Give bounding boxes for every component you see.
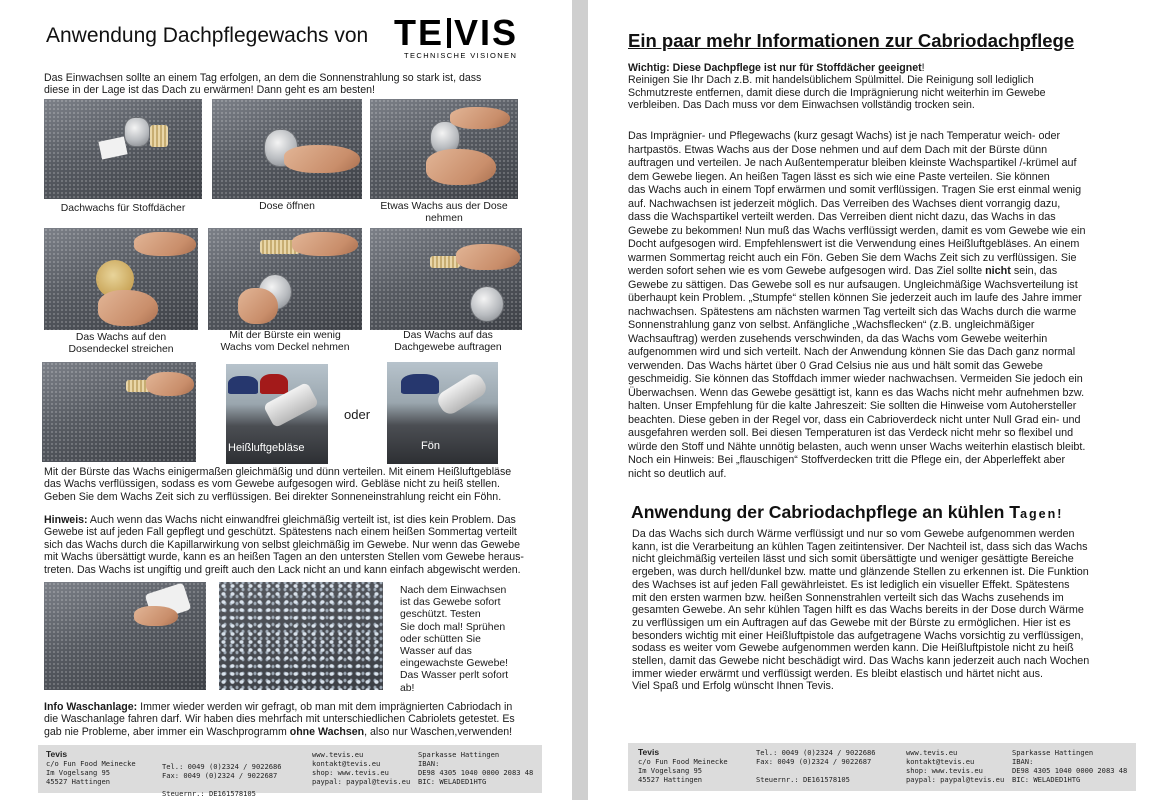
footer-address: Tevis c/o Fun Food Meinecke Im Vogelsang 95 45527 Hattingen	[46, 749, 136, 786]
hand-shape	[238, 288, 278, 324]
photo-hairdryer	[387, 362, 498, 464]
page-gutter	[572, 0, 588, 800]
car-shape	[401, 374, 439, 394]
hand-shape	[98, 290, 158, 326]
label-heat-gun: Heißluftgebläse	[228, 442, 305, 454]
page-title: Anwendung Dachpflegewachs von	[46, 24, 369, 47]
hand-shape	[134, 606, 178, 626]
tevis-logo	[394, 12, 544, 60]
caption-open-tin: Dose öffnen	[259, 201, 315, 212]
footer-left	[38, 745, 542, 798]
logo-wordmark	[394, 12, 544, 53]
wax-paragraph: Das Imprägnier- und Pflegewachs (kurz gesagt Wachs) ist je nach Temperatur weich- oder hartpastös. Etwas Wachs aus der Dose nehmen und auf dem Dach mit der Bürste dünn auftragen und verteilen. Je nach Außentemperatur bleiben kleinste Wachspartikel /-krümel auf dem Gewebe liegen. An heißen Tagen lässt es sich wie eine Paste verteilen. Sie können das Wachs auch in einem Topf erwärmen und somit verflüssigen. Tragen Sie erst einmal wenig auf. Nachwachsen ist jederzeit möglich. Das Verreiben des Wachses dient vorrangig dazu, dass die Wachspartikel verteilt werden. Das Verreiben dient nicht dazu, das Wachs in das Gewebe zu bekommen! Nun muß das Wachs verflüssigt werden, damit es vom Gewebe wie ein Docht aufgesogen wird. Empfehlenswert ist die Verwendung eines Heißluftgebläses. An einem warmen Sommertag reicht auch ein Fön. Geben Sie dem Wachs Zeit sich zu verflüssigen. Sie werden sofort sehen wie es vom Gewebe aufgesogen wird. Das Ziel sollte nicht sein, das Gewebe zu sättigen. Das Gewebe soll es nur aufsaugen. Ungleichmäßige Wachsverteilung ist überhaupt kein Problem. „Stumpfe“ stellen können Sie jederzeit auch im laufe des Jahre immer nachwachsen. Spätestens am nächsten warmen Tag verteilt sich das Wachs durch die warme Sonnenstrahlung ganz von selbst. Anfängliche „Wachsflecken“ (z.B. ungleichmäßiger Wachsauftrag) werden zusehends verschwinden, da das Wachs vom Gewebe weiterhin aufgenommen wird und sich verteilt. Nach der Anwendung können Sie das Dach ganz normal verwenden. Das Wachs härtet über 0 Grad Celsius nie aus und hält somit das Gewebe geschmeidig. Sie können das Stoffdach immer wieder nachwachsen. Vermeiden Sie jedoch ein Überwachsen. Wenn das Gewebe gesättigt ist, kann es das Wachs nicht mehr aufnehmen bzw. halten. Unser Empfehlung für die kalte Jahreszeit: Sie sollten die Hinweise vom Autohersteller beachten. Diese geben in der Regel vor, dass ein Cabrioverdeck nicht unter Null Grad ein- und ausgefahren werden soll. Bei diesen Temperaturen ist das Verdeck nicht mehr so flexibel und würde den Stoff und Nähte unnötig belasten, auch wenn unser Wachs weiterhin elastisch bleibt. Noch ein Hinweis: Bei „flauschigen“ Stoffverdecken tritt die Pflege ein, der Abperleffekt aber nicht so deutlich auf.	[628, 130, 1086, 480]
logo-tagline: TECHNISCHE VISIONEN	[404, 51, 518, 60]
intro-line: Das Einwachsen sollte an einem Tag erfolgen, an dem die Sonnenstrahlung so stark ist, dass	[44, 72, 482, 84]
logo-bar	[447, 18, 451, 48]
hairdryer-shape	[434, 371, 489, 418]
brush-paragraph: Mit der Bürste das Wachs einigermaßen gleichmäßig und dünn verteilen. Mit einem Heißluftgebläse das Wachs verflüssigen, sodass es vom Gewebe aufgesogen wird. Gebläse nicht zu heiß stellen. Geben Sie dem Wachs Zeit sich zu verflüssigen. Bei direkter Sonneneinstrahlung reicht ein Föhn.	[44, 466, 512, 503]
photo-spray-water	[44, 582, 206, 690]
hand-shape	[426, 149, 496, 185]
photo-brush-lid	[208, 228, 362, 330]
page-right	[588, 0, 1162, 800]
important-note: Wichtig: Diese Dachpflege ist nur für Stoffdächer geeignet	[628, 62, 922, 74]
caption-brush-lid: Mit der Bürste ein wenig Wachs vom Deckel nehmen	[220, 330, 350, 353]
car-shape	[228, 376, 258, 394]
carwash-paragraph: Info Waschanlage: Immer wieder werden wir gefragt, ob man mit dem imprägnierten Cabriodach in die Waschanlage fahren darf. Wir haben dies mehrfach mit unterschiedlichen Cabriolets getestet. Es gab nie Probleme, aber immer ein Waschprogramm ohne Wachsen, also nur Waschen,verwenden!	[44, 701, 515, 738]
photo-wax-product	[44, 99, 202, 199]
intro-text	[44, 72, 544, 97]
footer-phone: Tel.: 0049 (0)2324 / 9022686 Fax: 0049 (0)2324 / 9022687 Steuernr.: DE161578105	[756, 748, 876, 784]
carwash-label: Info Waschanlage:	[44, 701, 138, 713]
caption-take-wax: Etwas Wachs aus der Dose nehmen	[380, 201, 508, 224]
label-or: oder	[344, 407, 371, 422]
hand-shape	[292, 232, 358, 256]
caption-apply-roof: Das Wachs auf das Dachgewebe auftragen	[394, 330, 502, 353]
footer-phone: Tel.: 0049 (0)2324 / 9022686 Fax: 0049 (0)2324 / 9022687 Steuernr.: DE161578105	[162, 762, 282, 798]
photo-open-tin	[212, 99, 362, 199]
footer-bank: Sparkasse Hattingen IBAN: DE98 4305 1040 0000 2083 48 BIC: WELADED1HTG	[1012, 748, 1128, 784]
photo-spread-lid	[44, 228, 198, 330]
wax-tin-shape	[124, 117, 150, 147]
car-shape	[260, 374, 288, 394]
footer-bank: Sparkasse Hattingen IBAN: DE98 4305 1040 0000 2083 48 BIC: WELADED1HTG	[418, 750, 534, 786]
logo-word-b: VIS	[454, 12, 519, 53]
page-left	[0, 0, 572, 800]
tin-shape	[470, 286, 504, 322]
hand-shape	[134, 232, 196, 256]
photo-brush-spread	[42, 362, 196, 462]
caption-wax-product: Dachwachs für Stoffdächer	[60, 203, 186, 214]
hint-paragraph: Hinweis: Auch wenn das Wachs nicht einwandfrei gleichmäßig verteilt ist, ist dies kein Problem. Das Gewebe ist auf jeden Fall gepflegt und geschützt. Spätestens nach einem heißen Sommertag verteilt sich das Wachs durch die Kapillarwirkung von selbst gleichmäßig im Gewebe. Nur wenn das Gewebe mit Wachs übersättigt wurde, kann es an heißen Tagen an den untersten Stellen vom Gewebe heraus- treten. Das Wachs ist ungiftig und greift auch den Lack nicht an und kann einfach abgewischt werden.	[44, 514, 524, 576]
footer-web: www.tevis.eu kontakt@tevis.eu shop: www.tevis.eu paypal: paypal@tevis.eu	[906, 748, 1005, 784]
footer-right	[628, 743, 1136, 791]
footer-web: www.tevis.eu kontakt@tevis.eu shop: www.tevis.eu paypal: paypal@tevis.eu	[312, 750, 411, 786]
cold-days-paragraph: Da das Wachs sich durch Wärme verflüssigt und nur so vom Gewebe aufgenommen werden kann, ist die Verarbeitung an kühlen Tagen zeitintensiver. Der Nachteil ist, dass sich das Wachs nicht gleichmäßig verteilen lässt und sich somit übersättigte und weniger gesättigte Bereiche ergeben, was durch hell/dunkel bzw. matte und glänzende Stellen zu erkennen ist. Die Funktion des Wachses ist auf jeden Fall gewährleistet. Es ist lediglich ein visueller Effekt. Spätestens mit den ersten warmen bzw. heißen Sonnenstrahlen verteilt sich das Wachs zusehends im gesamten Gewebe. An sehr kühlen Tagen hilft es das Wachs bereits in der Dose durch Wärme zu verflüssigen um ein Auftragen auf das Gewebe mit der Bürste zu ermöglichen. Hier ist es besonders wichtig mit einer Heißluftpistole das aufgetragene Wachs vorsichtig zu verflüssigen, sodass es weiter vom Gewebe aufgenommen werden kann. Die Heißluftpistole nicht zu heiß stellen, damit das Gewebe nicht beschädigt wird. Das Wachs kann jederzeit auch nach Wochen immer wieder erwärmt und verflüssigt werden. Es bleibt elastisch und härtet nicht aus. Viel Spaß und Erfolg wünscht Ihnen Tevis.	[632, 528, 1090, 693]
intro-clean-paragraph: Wichtig: Diese Dachpflege ist nur für Stoffdächer geeignet! Reinigen Sie Ihr Dach z.B. mit handelsüblichem Spülmittel. Die Reinigung soll lediglich Schmutzreste entfernen, damit diese durch die Imprägnierung nicht weiterhin im Gewebe verbleiben. Das Dach muss vor dem Einwachsen vollständig trocken sein.	[628, 62, 1046, 112]
cold-days-heading: Anwendung der Cabriodachpflege an kühlen Tagen!	[631, 502, 1064, 522]
brush-shape	[150, 125, 168, 147]
hand-shape	[284, 145, 360, 173]
photo-water-beads	[219, 582, 383, 690]
after-waxing-text: Nach dem Einwachsen ist das Gewebe sofort geschützt. Testen Sie doch mal! Sprühen oder schütten Sie Wasser auf das eingewachste Gewebe! Das Wasser perlt sofort ab!	[400, 585, 509, 694]
footer-address: Tevis c/o Fun Food Meinecke Im Vogelsang 95 45527 Hattingen	[638, 747, 728, 784]
photo-apply-roof	[370, 228, 522, 330]
hand-shape	[450, 107, 510, 129]
label-hairdryer: Fön	[421, 440, 440, 452]
intro-line: diese in der Lage ist das Dach zu erwärmen! Dann geht es am besten!	[44, 84, 375, 97]
hand-shape	[456, 244, 520, 270]
hint-label: Hinweis:	[44, 514, 88, 526]
right-page-title: Ein paar mehr Informationen zur Cabriodachpflege	[628, 30, 1075, 51]
photo-heat-gun	[226, 364, 328, 464]
caption-spread-lid: Das Wachs auf den Dosendeckel streichen	[68, 332, 174, 355]
logo-word-a: TE	[394, 12, 445, 53]
water-beads	[219, 582, 383, 690]
leaflet-shape	[98, 136, 127, 159]
photo-take-wax	[370, 99, 518, 199]
hand-shape	[146, 372, 194, 396]
